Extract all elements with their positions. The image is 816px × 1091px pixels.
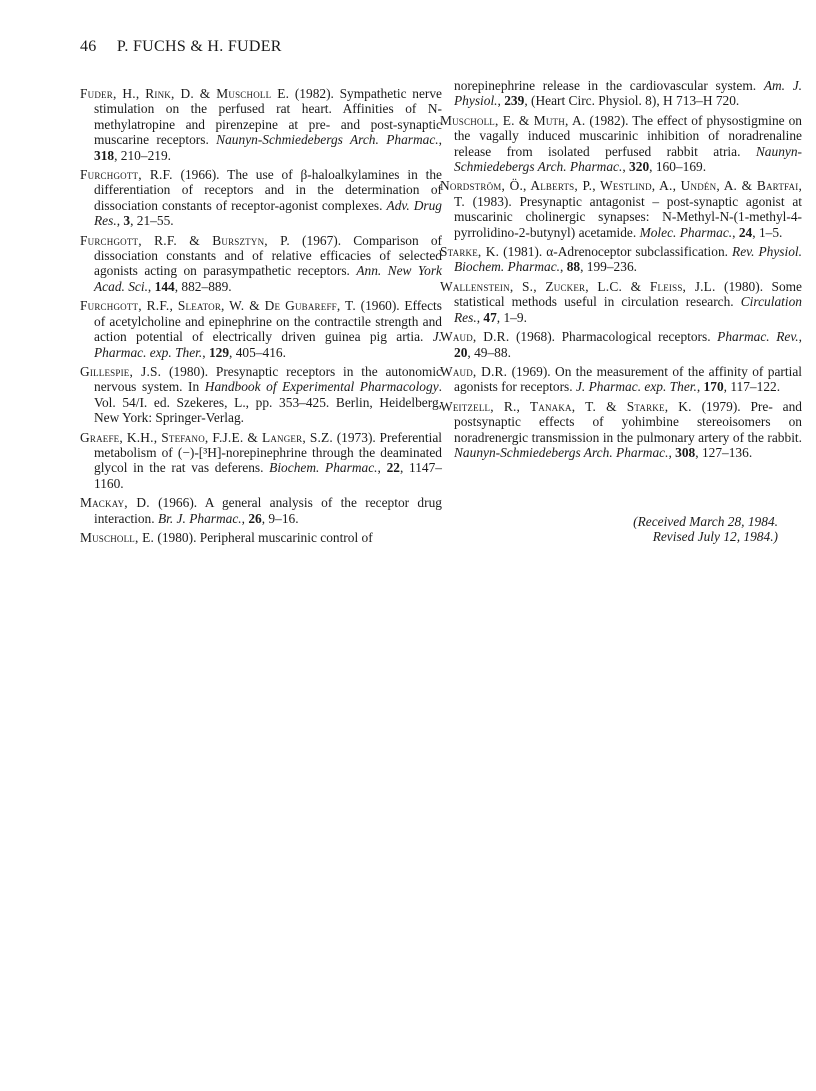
reference-pages: , 405–416. [229, 344, 286, 360]
reference-year: (1980). [161, 363, 216, 379]
reference-title: Pharmacological receptors. [561, 329, 718, 345]
reference-pages: , 882–889. [174, 278, 232, 294]
running-title: P. FUCHS & H. FUDER [116, 38, 282, 55]
reference-entry [440, 399, 802, 461]
reference-entry [80, 430, 442, 492]
reference-volume: 129 [208, 344, 230, 360]
reference-volume: 26 [248, 510, 262, 526]
reference-authors: Muscholl, E. & Muth, A. [440, 112, 586, 128]
reference-journal: Biochem. Pharmac. [269, 460, 378, 476]
reference-year: (1966). [172, 167, 228, 183]
reference-authors: Nordström, Ö., Alberts, P., Westlind, A., Undén, A. & Bartfai, T. [440, 178, 802, 209]
reference-year: (1973). [332, 429, 380, 445]
reference-entry [440, 78, 802, 109]
reference-entry [80, 495, 442, 526]
reference-authors: Muscholl, E. [80, 529, 155, 545]
reference-separator: , [668, 444, 676, 460]
reference-journal: Naunyn-Schmiedebergs Arch. Pharmac. [216, 132, 439, 148]
reference-pages: , 160–169. [649, 159, 707, 175]
reference-pages: , 199–236. [580, 259, 637, 275]
reference-year: (1966). [149, 495, 205, 511]
reference-year: (1983). [464, 193, 520, 209]
reference-pages: , 117–122. [723, 379, 781, 395]
reference-year: (1960). [355, 298, 405, 314]
reference-title: Peripheral muscarinic control of [199, 529, 373, 545]
reference-entry [80, 167, 442, 229]
reference-volume: 47 [483, 309, 497, 325]
reference-volume: 170 [703, 379, 724, 395]
reference-year: (1981). [499, 244, 547, 260]
reference-pages: , 21–55. [130, 213, 174, 229]
reference-entry [80, 86, 442, 163]
reference-volume: 88 [566, 259, 581, 275]
reference-title: The effect of physostigmine on the vagally induced muscarinic inhibition of noradrenaline release from isolated perfused rabbit atria. [454, 112, 802, 159]
running-header [80, 38, 282, 56]
reference-year: (1968). [509, 329, 562, 345]
reference-volume: 239 [504, 93, 525, 109]
reference-journal: Br. J. Pharmac. [157, 510, 242, 526]
reference-authors: Furchgott, R.F. & Bursztyn, P. [80, 232, 290, 248]
reference-volume: 308 [675, 444, 696, 460]
received-date: (Received March 28, 1984. [633, 514, 778, 529]
reference-title: Sympathetic nerve stimulation on the perfused rat heart. Affinities of N-methylatropine and pirenzepine at pre- and post-synaptic muscarine receptors. [94, 86, 442, 148]
reference-pages: , 49–88. [467, 344, 511, 360]
reference-entry [440, 329, 802, 360]
reference-separator: , [476, 309, 484, 325]
reference-separator: , [798, 329, 802, 345]
reference-authors: Furchgott, R.F. [80, 167, 173, 183]
reference-entry [440, 279, 802, 325]
reference-journal: Ann. New York Acad. Sci. [94, 263, 442, 294]
reference-authors: Gillespie, J.S. [80, 363, 162, 379]
reference-journal: Naunyn-Schmiedebergs Arch. Pharmac. [454, 444, 669, 460]
reference-title: Comparison of dissociation constants and of relative efficacies of selected agonists acting on parasympathetic receptors. [94, 232, 442, 279]
reference-title: Some statistical methods useful in circulation research. [454, 278, 803, 310]
references-right-column [440, 78, 802, 464]
reference-journal: J. Pharmac. exp. Ther. [94, 329, 442, 360]
reference-year: (1980). [715, 278, 772, 294]
reference-year: (1982). [585, 112, 633, 128]
reference-pages: , 127–136. [695, 444, 753, 460]
reference-year: (1967). [289, 232, 354, 248]
revised-date: Revised July 12, 1984.) [652, 529, 778, 545]
reference-entry [80, 298, 442, 360]
reference-authors: Waud, D.R. [440, 329, 510, 345]
reference-separator: , [559, 259, 567, 275]
reference-journal: Rev. Physiol. Biochem. Pharmac. [454, 244, 803, 275]
reference-volume: 24 [738, 224, 753, 240]
reference-journal: J. Pharmac. exp. Ther. [575, 379, 697, 395]
reference-journal: Naunyn-Schmiedebergs Arch. Pharmac. [454, 143, 802, 175]
reference-title: α-Adrenoceptor subclassification. [546, 244, 733, 260]
reference-journal: Molec. Pharmac. [639, 224, 733, 240]
reference-pages: , 210–219. [114, 147, 172, 163]
reference-journal: Handbook of Experimental Pharmacology [204, 379, 439, 395]
reference-volume: 318 [94, 147, 115, 163]
reference-authors: Graefe, K.H., Stefano, F.J.E. & Langer, S.Z. [80, 429, 333, 445]
reference-separator: , [202, 344, 209, 360]
reference-journal: Am. J. Physiol. [454, 78, 802, 109]
reference-entry [80, 530, 442, 545]
reference-pages: , 9–16. [261, 510, 299, 526]
reference-volume: 144 [154, 278, 175, 294]
reference-year: (1979). [691, 398, 751, 414]
reference-authors: Waud, D.R. [440, 363, 508, 379]
reference-separator: , [147, 278, 155, 294]
reference-title: On the measurement of the affinity of partial agonists for receptors. [454, 363, 802, 395]
reference-pages: , 1–9. [496, 309, 527, 325]
reference-year: (1980). [154, 529, 200, 545]
reference-authors: Fuder, H., Rink, D. & Muscholl E. [80, 86, 290, 101]
reference-journal: Circulation Res. [454, 294, 802, 325]
reference-journal: Pharmac. Rev. [717, 329, 799, 345]
reference-pages: , 1–5. [752, 224, 783, 240]
reference-title: A general analysis of the receptor drug interaction. [94, 495, 442, 526]
reference-pages: , (Heart Circ. Physiol. 8), H 713–H 720. [524, 93, 740, 109]
reference-title: Pre- and postsynaptic effects of yohimbine stereoisomers on noradrenergic transmission in the pulmonary artery of the rabbit. [454, 398, 802, 445]
reference-entry [440, 364, 802, 395]
reference-separator: , [696, 379, 704, 395]
reference-separator: , [622, 159, 630, 175]
reference-entry [440, 113, 802, 175]
reference-year: (1969). [507, 363, 556, 379]
page-number: 46 [80, 38, 97, 55]
reference-journal: Adv. Drug Res. [94, 197, 442, 229]
received-dates [440, 514, 778, 545]
reference-title: The use of β-haloalkylamines in the differentiation of receptors and in the determination of dissociation constants of receptor-agonist complexes. [94, 167, 442, 213]
reference-entry [440, 244, 802, 275]
reference-pages: , 1147–1160. [94, 460, 442, 491]
reference-separator: , [377, 460, 387, 476]
reference-authors: Weitzell, R., Tanaka, T. & Starke, K. [440, 398, 692, 414]
reference-entry [440, 178, 802, 240]
reference-separator: , [241, 510, 249, 526]
reference-entry [80, 233, 442, 295]
reference-title: Presynaptic receptors in the autonomic nervous system. In [94, 363, 442, 395]
reference-entry [80, 364, 442, 426]
reference-volume: 22 [386, 460, 400, 476]
reference-authors: Wallenstein, S., Zucker, L.C. & Fleiss, J.L. [440, 278, 716, 294]
reference-authors: Furchgott, R.F., Sleator, W. & De Gubareff, T. [80, 298, 356, 314]
reference-title: Effects of acetylcholine and epinephrine on the contractile strength and action potential of electrically driven guinea pig artia. [94, 298, 442, 345]
references-left-column [80, 86, 442, 549]
reference-authors: Starke, K. [440, 244, 500, 260]
reference-authors: Mackay, D. [80, 495, 150, 511]
reference-separator: , [116, 213, 124, 229]
reference-separator: . Vol. 54/I. ed. Szekeres, L., pp. 353–425. Berlin, Heidelberg, New York: Springer-Verlag. [94, 379, 442, 426]
reference-title: norepinephrine release in the cardiovascular system. [454, 78, 764, 93]
reference-title: Presynaptic antagonist – post-synaptic agonist at muscarinic cholinergic synapses: N-Methyl-N-(1-methyl-4-pyrrolidino-2-butynyl) acetamide. [454, 193, 803, 240]
reference-separator: , [732, 224, 739, 240]
reference-title: Preferential metabolism of (−)-[³H]-norepinephrine through the deaminated glycol in the rat vas deferens. [94, 429, 442, 476]
reference-volume: 3 [123, 213, 131, 229]
reference-volume: 20 [454, 344, 468, 360]
reference-volume: 320 [629, 159, 650, 175]
reference-separator: , [497, 93, 505, 109]
reference-separator: , [438, 132, 442, 148]
reference-year: (1982). [289, 86, 340, 101]
